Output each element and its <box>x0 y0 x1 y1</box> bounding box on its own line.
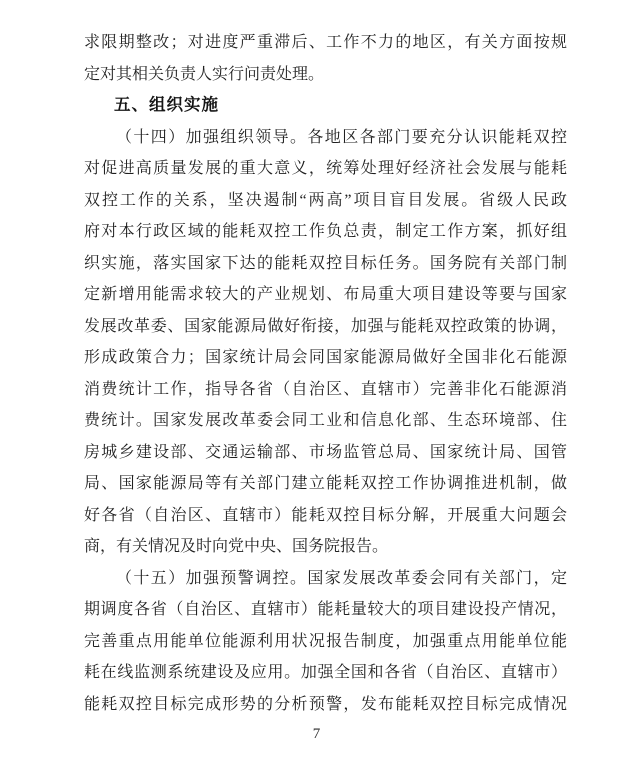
text-line: （十五）加强预警调控。国家发展改革委会同有关部门，定 <box>116 569 567 587</box>
text-line: 消费统计工作，指导各省（自治区、直辖市）完善非化石能源消 <box>84 380 567 398</box>
text-line: 府对本行政区域的能耗双控工作负总责，制定工作方案，抓好组 <box>84 223 567 240</box>
text-line: 期调度各省（自治区、直辖市）能耗量较大的项目建设投产情况， <box>84 601 567 618</box>
paragraph-15-strengthen-early-warning-regulation <box>84 563 567 721</box>
text-line: 定新增用能需求较大的产业规划、布局重大项目建设等要与国家 <box>84 286 567 303</box>
text-line: 形成政策合力；国家统计局会同国家能源局做好全国非化石能源 <box>84 349 567 366</box>
text-line: 完善重点用能单位能源利用状况报告制度，加强重点用能单位能 <box>84 632 567 650</box>
text-line: 定对其相关负责人实行问责处理。 <box>84 65 325 83</box>
page-number: 7 <box>312 726 321 742</box>
section-heading: 五、组织实施 <box>114 96 219 114</box>
text-line: 商，有关情况及时向党中央、国务院报告。 <box>84 538 389 555</box>
text-line: 能耗双控目标完成形势的分析预警，发布能耗双控目标完成情况 <box>84 695 567 713</box>
text-line: 求限期整改；对进度严重滞后、工作不力的地区，有关方面按规 <box>84 34 567 51</box>
text-line: 对促进高质量发展的重大意义，统筹处理好经济社会发展与能耗 <box>84 160 567 177</box>
text-line: 耗在线监测系统建设及应用。加强全国和各省（自治区、直辖市） <box>84 664 567 681</box>
text-line: 好各省（自治区、直辖市）能耗双控目标分解，开展重大问题会 <box>84 506 567 524</box>
paragraph-14-strengthen-organizational-leadership <box>84 122 567 563</box>
text-line: 房城乡建设部、交通运输部、市场监管总局、国家统计局、国管 <box>84 443 567 461</box>
text-line: 局、国家能源局等有关部门建立能耗双控工作协调推进机制，做 <box>84 475 567 492</box>
text-line: 织实施，落实国家下达的能耗双控目标任务。国务院有关部门制 <box>84 254 567 272</box>
text-line: 发展改革委、国家能源局做好衔接，加强与能耗双控政策的协调， <box>84 317 567 335</box>
paragraph-continuation <box>84 27 567 90</box>
text-line: 费统计。国家发展改革委会同工业和信息化部、生态环境部、住 <box>84 412 567 429</box>
text-line: （十四）加强组织领导。各地区各部门要充分认识能耗双控 <box>116 128 567 146</box>
text-line: 双控工作的关系，坚决遏制“两高”项目盲目发展。省级人民政 <box>84 191 567 209</box>
